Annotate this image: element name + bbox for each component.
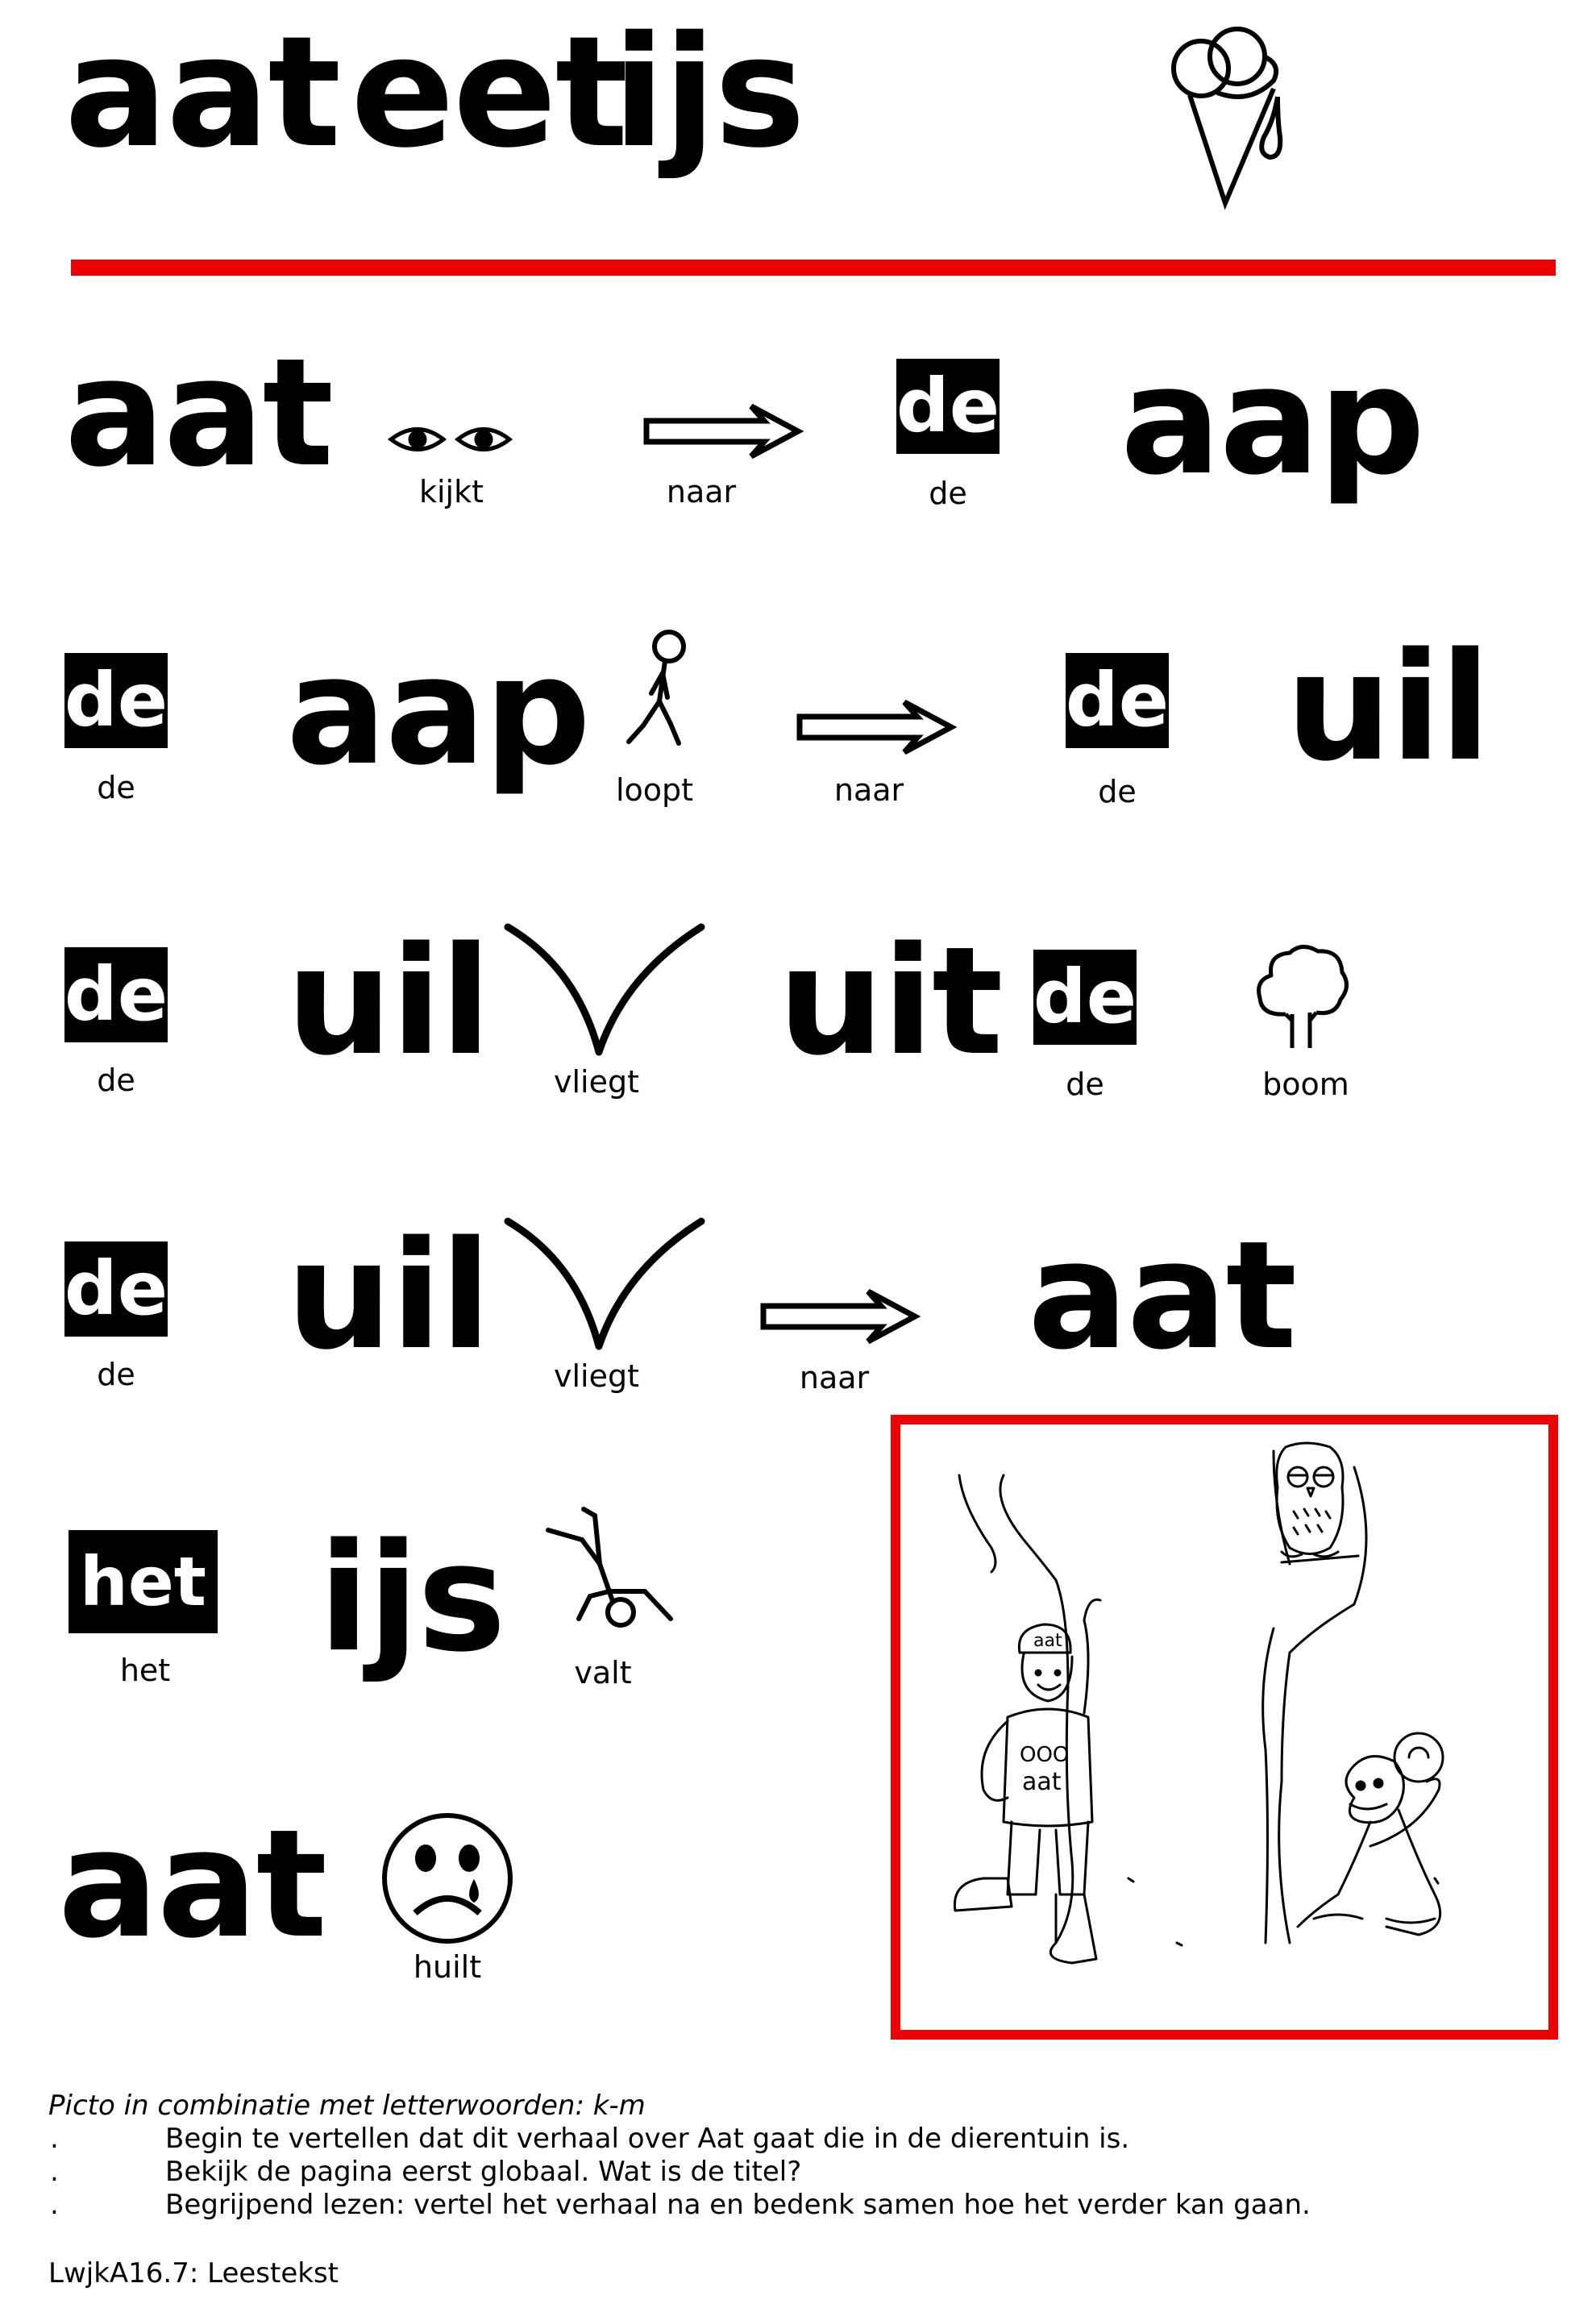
crying-face-icon — [379, 1810, 516, 1947]
label-de: de — [1098, 774, 1137, 809]
word-ijs: ijs — [318, 1511, 505, 1685]
instructions-heading: Picto in combinatie met letterwoorden: k-m — [48, 2090, 646, 2122]
eyes-icon — [387, 419, 516, 460]
story-illustration — [935, 1443, 1532, 2007]
article-box-de: de — [64, 947, 168, 1042]
boy-aat — [954, 1599, 1100, 1963]
svg-text:aat: aat — [1033, 1631, 1062, 1651]
label-de: de — [97, 1063, 135, 1098]
title-word-eet: eet — [351, 3, 627, 181]
article-box-de: de — [1066, 653, 1169, 748]
label-vliegt: vliegt — [553, 1358, 639, 1394]
word-aap: aap — [286, 624, 590, 798]
word-aat: aat — [58, 1797, 326, 1971]
label-vliegt: vliegt — [553, 1064, 639, 1100]
word-aat: aat — [1028, 1208, 1296, 1383]
walking-person-icon — [621, 629, 701, 758]
instruction-bullet: . — [50, 2189, 59, 2221]
article-box-de: de — [64, 653, 168, 748]
svg-text:aat: aat — [1022, 1768, 1062, 1796]
label-valt: valt — [574, 1655, 632, 1691]
word-aap: aap — [1120, 334, 1424, 508]
label-huilt: huilt — [413, 1949, 482, 1985]
instruction-item: Bekijk de pagina eerst globaal. Wat is de titel? — [165, 2156, 802, 2188]
title-word-ijs: ijs — [613, 3, 804, 181]
title-divider — [71, 260, 1556, 276]
label-de: de — [97, 770, 135, 805]
article-box-het: het — [69, 1530, 218, 1633]
article-box-de: de — [896, 359, 1000, 454]
label-boom: boom — [1262, 1067, 1349, 1102]
flying-v-icon — [504, 1213, 705, 1350]
instruction-item: Begin te vertellen dat dit verhaal over Aat gaat die in de dierentuin is. — [165, 2123, 1130, 2155]
label-naar: naar — [666, 474, 737, 509]
word-uil: uil — [286, 914, 490, 1088]
label-naar: naar — [799, 1360, 870, 1395]
monkey — [1298, 1733, 1443, 1935]
label-naar: naar — [833, 772, 904, 808]
label-kijkt: kijkt — [418, 474, 484, 509]
label-de: de — [1066, 1067, 1104, 1102]
falling-person-icon — [542, 1508, 679, 1632]
instruction-item: Begrijpend lezen: vertel het verhaal na en bedenk samen hoe het verder kan gaan. — [165, 2189, 1311, 2221]
tree-icon — [1253, 942, 1354, 1050]
ice-cream-icon — [1161, 24, 1306, 210]
word-aat: aat — [64, 326, 333, 500]
svg-text:OOO: OOO — [1020, 1743, 1070, 1767]
word-uil: uil — [286, 1208, 490, 1383]
article-box-de: de — [1033, 950, 1137, 1045]
flying-v-icon — [504, 919, 705, 1056]
label-de: de — [97, 1357, 135, 1392]
label-loopt: loopt — [615, 772, 694, 808]
title-word-aat: aat — [64, 3, 340, 181]
label-de: de — [929, 476, 967, 511]
arrow-right-icon — [762, 1288, 919, 1345]
arrow-right-icon — [798, 699, 955, 755]
article-box-de: de — [64, 1241, 168, 1337]
word-uit: uit — [778, 914, 1002, 1088]
instruction-bullet: . — [50, 2123, 59, 2155]
right-tree — [1274, 1451, 1366, 1943]
document-code: LwjkA16.7: Leestekst — [48, 2257, 339, 2289]
instruction-bullet: . — [50, 2156, 59, 2188]
label-het: het — [119, 1653, 171, 1688]
word-uil: uil — [1286, 620, 1490, 794]
owl — [1277, 1443, 1358, 1562]
arrow-right-icon — [645, 403, 802, 460]
